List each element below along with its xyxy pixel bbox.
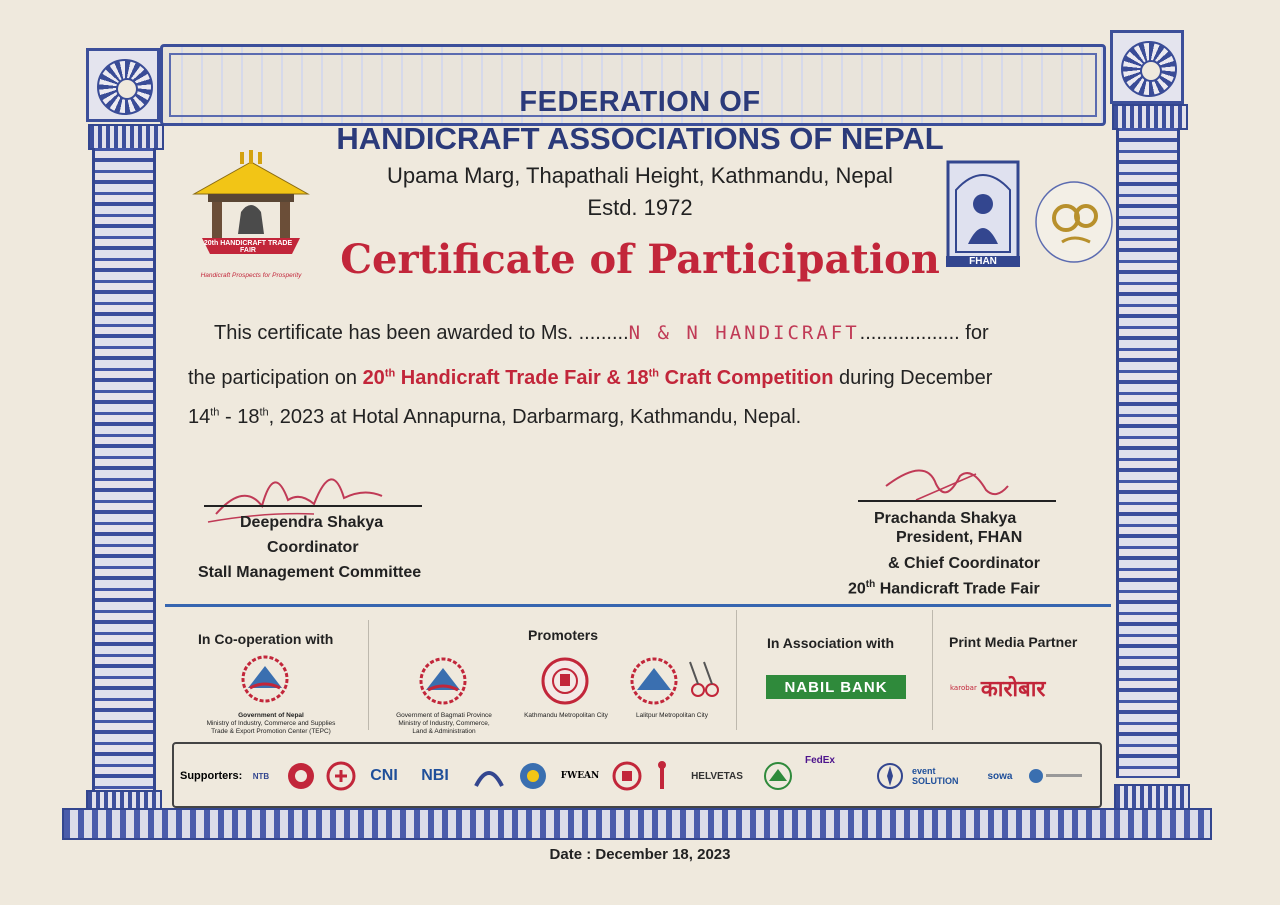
cni-label: CNI — [370, 767, 398, 784]
partner-separator — [736, 610, 737, 730]
partner-separator — [368, 620, 369, 730]
cooperation-heading: In Co-operation with — [198, 631, 334, 647]
supporter-arc-logo — [472, 762, 506, 790]
start-day: 14 — [188, 406, 211, 428]
supporter-ntb — [244, 762, 278, 790]
karobar-logo — [950, 674, 1080, 702]
cooperation-org-line1: Government of Nepal — [238, 712, 304, 719]
lalitpur-emblem-icon — [628, 656, 722, 706]
lamp-icon — [655, 761, 669, 791]
fair-number-suffix: th — [865, 579, 876, 590]
awarded-line — [214, 322, 989, 345]
helvetas-label: HELVETAS — [691, 770, 743, 782]
supporter-cni — [364, 762, 404, 790]
handwritten-signature-icon — [876, 456, 1016, 512]
issue-date: Date : December 18, 2023 — [549, 846, 731, 863]
cooperation-org-line2: Ministry of Industry, Commerce and Supplies — [206, 720, 336, 727]
cooperation-org-line3: Trade & Export Promotion Center (TEPC) — [211, 728, 331, 735]
supporter-event-solution — [912, 762, 972, 790]
promoter-1-line3: Land & Administration — [412, 728, 476, 735]
org-established: Estd. 1972 — [587, 195, 693, 220]
kathmandu-seal-icon — [540, 656, 590, 706]
trade-fair-tagline: Handicraft Prospects for Prosperity — [200, 272, 302, 279]
bottom-carved-band — [62, 808, 1212, 840]
year-venue: , 2023 at Hotal Annapurna, Darbarmarg, Kathmandu, Nepal. — [268, 406, 802, 428]
participation-line — [188, 367, 992, 390]
recipient-name: N & N HANDICRAFT — [628, 322, 860, 344]
supporter-globe-logo — [1026, 762, 1086, 790]
awarded-prefix: This certificate has been awarded to Ms. ......... — [214, 322, 629, 344]
promoter-2-org: Kathmandu Metropolitan City — [524, 712, 608, 719]
blue-seal-icon — [518, 761, 548, 791]
supporter-compass-logo — [874, 762, 906, 790]
nbi-label: NBI — [421, 767, 449, 784]
fhan-label: FHAN — [946, 256, 1020, 267]
lalitpur-metro-emblem — [628, 656, 722, 706]
event-number: 20 — [362, 367, 385, 389]
org-address: Upama Marg, Thapathali Height, Kathmandu, Nepal — [387, 163, 893, 188]
supporter-lamp-logo — [650, 762, 674, 790]
org-name-line2: HANDICRAFT ASSOCIATIONS OF NEPAL — [336, 121, 944, 156]
mountain-seal-icon — [763, 761, 793, 791]
event-solution-label: event SOLUTION — [912, 766, 959, 786]
start-day-suffix: th — [210, 406, 220, 419]
participation-prefix: the participation on — [188, 367, 363, 389]
supporter-nbi — [410, 762, 460, 790]
supporter-helvetas — [680, 762, 754, 790]
fedex-label: FedEx — [804, 754, 835, 766]
dates-venue-line — [188, 406, 801, 429]
cooperation-org — [176, 712, 366, 736]
supporter-red-seal-3 — [610, 762, 644, 790]
promoter-3-org: Lalitpur Metropolitan City — [636, 712, 708, 719]
left-signatory-role1: Coordinator — [267, 539, 359, 556]
kathmandu-metro-emblem — [540, 656, 590, 706]
ntb-label: NTB — [252, 771, 270, 781]
right-signatory-name: Prachanda Shakya — [874, 510, 1017, 527]
participation-suffix: during December — [833, 367, 993, 389]
promoter-1-line2: Ministry of Industry, Commerce, — [398, 720, 490, 727]
karobar-name: कारोबार — [980, 677, 1046, 702]
right-signatory-role2: & Chief Coordinator — [888, 555, 1040, 572]
left-signatory-name: Deependra Shakya — [240, 514, 384, 531]
compass-icon — [876, 762, 904, 790]
nepal-emblem-1 — [236, 654, 294, 704]
supporter-red-seal-2 — [324, 762, 358, 790]
globe-logo-icon — [1028, 766, 1084, 786]
section-divider — [165, 604, 1111, 607]
right-signatory-role3 — [848, 579, 1040, 598]
supporters-label: Supporters: — [180, 770, 243, 782]
competition-number-suffix: th — [648, 367, 660, 380]
fair-number: 20 — [848, 580, 866, 598]
promoter-1-org — [376, 712, 512, 736]
competition-name: Craft Competition — [659, 367, 834, 389]
fwean-label: FWEAN — [560, 771, 600, 781]
end-day-suffix: th — [259, 406, 269, 419]
awarded-dots: .................. — [859, 322, 960, 344]
right-signature — [876, 456, 1016, 512]
trade-fair-badge: 20th HANDICRAFT TRADE FAIR — [203, 240, 293, 254]
bagmati-emblem-icon — [414, 656, 472, 706]
right-signatory-role1: President, FHAN — [896, 529, 1023, 546]
supporter-mountain-seal — [760, 762, 796, 790]
arc-logo-icon — [474, 764, 504, 788]
left-signature-line — [204, 505, 422, 507]
right-pillar — [1116, 128, 1180, 778]
event-name — [363, 367, 834, 389]
certificate-title: Certificate of Participation — [340, 236, 940, 283]
supporter-fedex — [800, 752, 840, 768]
right-signature-line — [858, 500, 1056, 502]
nabil-bank-logo: NABIL BANK — [766, 675, 906, 699]
promoters-heading: Promoters — [528, 627, 599, 643]
nepal-emblem-2 — [414, 656, 472, 706]
supporters-box — [172, 742, 1102, 808]
supporter-red-seal-1 — [284, 762, 318, 790]
partner-separator — [932, 610, 933, 730]
swastika-seal-icon — [326, 761, 356, 791]
media-partner-heading: Print Media Partner — [949, 634, 1078, 650]
right-pillar-base — [1114, 784, 1190, 810]
karobar-small-label: karobar — [950, 684, 977, 692]
awarded-suffix: for — [965, 322, 989, 344]
event-name-rest: Handicraft Trade Fair & 18 — [395, 367, 649, 389]
event-number-suffix: th — [384, 367, 396, 380]
sowa-label: sowa — [987, 770, 1013, 782]
supporter-fwean — [558, 762, 602, 790]
promoter-1-line1: Government of Bagmati Province — [396, 712, 492, 719]
supporter-blue-seal — [516, 762, 550, 790]
org-name-line1: FEDERATION OF — [519, 86, 761, 118]
nepal-government-emblem-icon — [236, 654, 294, 704]
association-heading: In Association with — [767, 635, 895, 651]
red-seal-icon — [286, 761, 316, 791]
fair-name: Handicraft Trade Fair — [875, 580, 1040, 598]
red-seal-icon — [612, 761, 642, 791]
supporter-sowa — [982, 762, 1018, 790]
left-signatory-role2: Stall Management Committee — [198, 564, 422, 581]
end-day: - 18 — [219, 406, 260, 428]
